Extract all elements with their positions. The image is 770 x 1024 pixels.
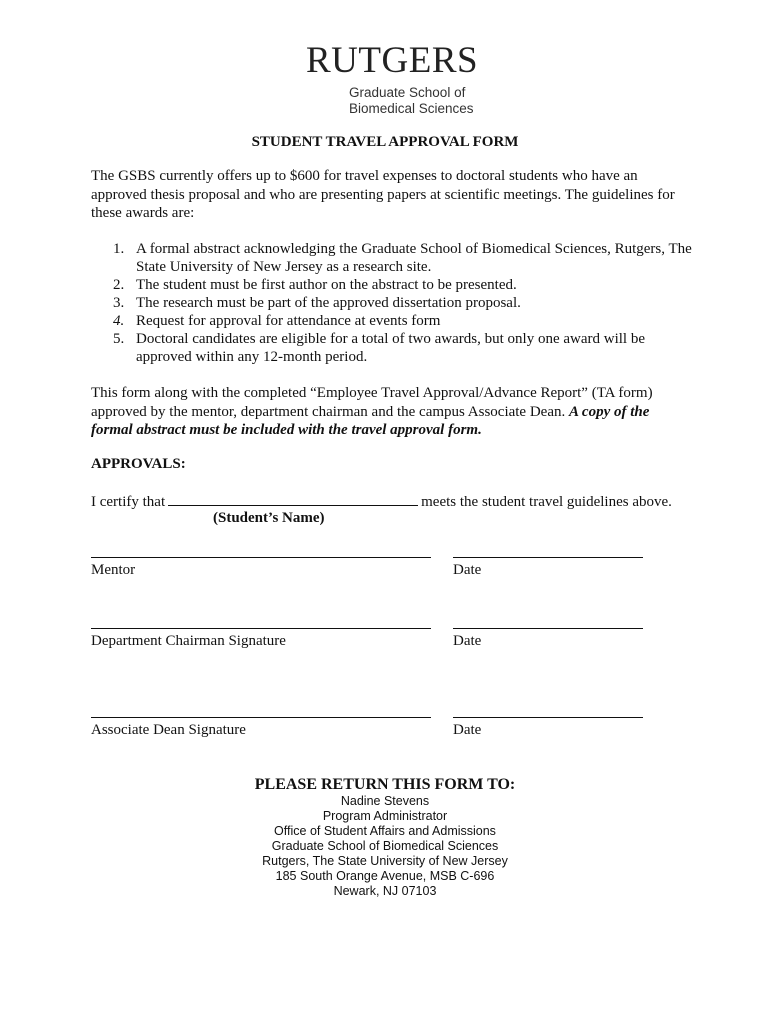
address-line: Newark, NJ 07103 <box>333 884 437 898</box>
logo-line-2: Biomedical Sciences <box>349 101 474 116</box>
dean-date-field[interactable] <box>453 717 643 718</box>
chairman-label: Department Chairman Signature <box>91 633 286 649</box>
guideline-item <box>113 312 696 330</box>
address-line: Graduate School of Biomedical Sciences <box>271 839 499 853</box>
certify-suffix: meets the student travel guidelines above. <box>421 494 672 510</box>
certify-prefix: I certify that <box>91 494 166 510</box>
address-line: Rutgers, The State University of New Jersey <box>262 854 508 868</box>
submission-paragraph <box>91 384 691 440</box>
chairman-signature-field[interactable] <box>91 628 431 629</box>
address-line: Nadine Stevens <box>340 794 430 808</box>
mentor-signature-field[interactable] <box>91 557 431 558</box>
guideline-item <box>113 294 696 312</box>
student-name-caption: (Student’s Name) <box>213 510 325 526</box>
submission-text: This form along with the completed “Employee Travel Approval/Advance Report” (TA form) approved by the mentor, department chairman and the campus Associate Dean. <box>91 385 653 420</box>
guidelines-list <box>113 240 696 366</box>
guideline-text: A formal abstract acknowledging the Graduate School of Biomedical Sciences, Rutgers, The State University of New Jersey as a research site. <box>136 241 692 275</box>
guideline-number: 5. <box>113 331 125 347</box>
rutgers-logo <box>306 42 506 117</box>
address-line: Office of Student Affairs and Admissions <box>274 824 496 838</box>
guideline-number: 4. <box>113 313 125 329</box>
guideline-item <box>113 276 696 294</box>
student-name-field[interactable] <box>168 491 418 506</box>
return-address <box>0 794 770 899</box>
return-heading: PLEASE RETURN THIS FORM TO: <box>254 776 516 793</box>
dean-signature-field[interactable] <box>91 717 431 718</box>
mentor-date-field[interactable] <box>453 557 643 558</box>
guideline-text: The research must be part of the approved dissertation proposal. <box>136 295 521 311</box>
guideline-text: Doctoral candidates are eligible for a total of two awards, but only one award will be approved within any 12-month period. <box>136 331 645 365</box>
guideline-number: 3. <box>113 295 125 311</box>
guideline-text: The student must be first author on the abstract to be presented. <box>136 277 517 293</box>
dean-date-label: Date <box>453 722 482 738</box>
guideline-item <box>113 240 696 276</box>
form-title: STUDENT TRAVEL APPROVAL FORM <box>251 134 519 150</box>
logo-wordmark: RUTGERS <box>306 40 479 81</box>
guideline-text: Request for approval for attendance at events form <box>136 313 441 329</box>
guideline-number: 1. <box>113 241 125 257</box>
logo-line-1: Graduate School of <box>349 85 466 100</box>
abstract-requirement: A copy of the formal abstract must be included with the travel approval form. <box>91 403 650 438</box>
dean-label: Associate Dean Signature <box>91 722 246 738</box>
mentor-date-label: Date <box>453 562 482 578</box>
guideline-item <box>113 330 696 366</box>
chairman-date-label: Date <box>453 633 482 649</box>
approvals-heading: APPROVALS: <box>91 456 186 472</box>
chairman-date-field[interactable] <box>453 628 643 629</box>
address-line: 185 South Orange Avenue, MSB C-696 <box>275 869 495 883</box>
address-line: Program Administrator <box>322 809 448 823</box>
mentor-label: Mentor <box>91 562 136 578</box>
intro-paragraph: The GSBS currently offers up to $600 for travel expenses to doctoral students who have an approved thesis proposal and who are presenting papers at scientific meetings. The guidelines for these awards are: <box>91 168 675 221</box>
certify-statement <box>91 491 672 511</box>
guideline-number: 2. <box>113 277 125 293</box>
